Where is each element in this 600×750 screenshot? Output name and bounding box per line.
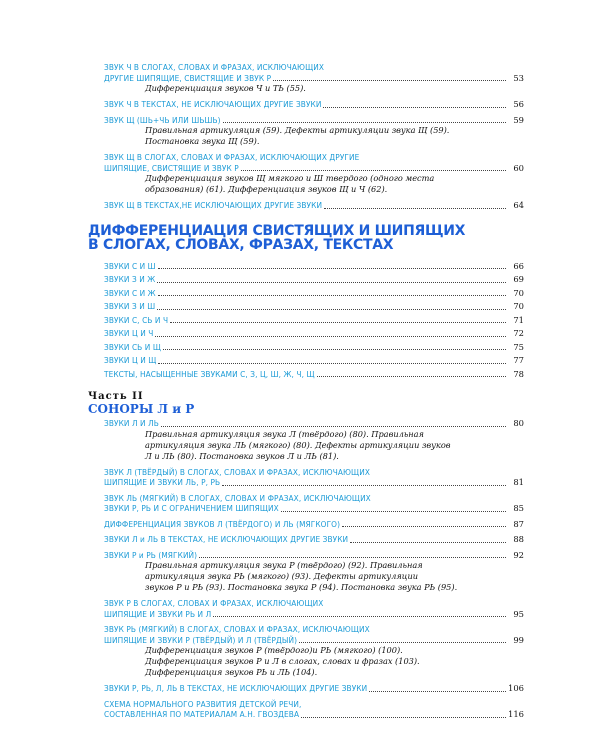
dot-leader bbox=[199, 557, 506, 558]
toc-entry-description: Дифференциация звуков Ч и ТЬ (55). bbox=[145, 83, 306, 93]
toc-entry-title[interactable]: СОСТАВЛЕННАЯ ПО МАТЕРИАЛАМ А.Н. ГВОЗДЕВА bbox=[104, 709, 300, 719]
page-number: 72 bbox=[513, 328, 524, 338]
toc-entry-title[interactable]: ЗВУК РЬ (МЯГКИЙ) В СЛОГАХ, СЛОВАХ И ФРАЗАХ, ИСКЛЮЧАЮЩИХ bbox=[104, 624, 370, 634]
page-number: 80 bbox=[513, 418, 524, 428]
section-heading-line-1: ДИФФЕРЕНЦИАЦИЯ СВИСТЯЩИХ И ШИПЯЩИХ bbox=[88, 222, 466, 239]
toc-part2-list bbox=[104, 418, 524, 725]
toc-entry-title[interactable]: ШИПЯЩИЕ, СВИСТЯЩИЕ И ЗВУК Р bbox=[104, 162, 239, 173]
toc-entry-title[interactable]: ЗВУКИ Р, РЬ, Л, ЛЬ В ТЕКСТАХ, НЕ ИСКЛЮЧАЮЩИХ ДРУГИЕ ЗВУКИ bbox=[104, 683, 368, 693]
toc-entry-description: образования) (61). Дифференциация звуков Щ и Ч (62). bbox=[145, 184, 388, 194]
toc-entry-title[interactable]: ЗВУК Щ (ШЬ+ЧЬ ИЛИ ШЬШЬ) bbox=[104, 114, 221, 125]
page-number: 64 bbox=[513, 200, 524, 210]
toc-entry[interactable] bbox=[104, 312, 524, 326]
page-number: 56 bbox=[513, 99, 524, 109]
dot-leader bbox=[163, 349, 506, 350]
dot-leader bbox=[158, 295, 506, 296]
dot-leader bbox=[350, 542, 506, 543]
toc-entry[interactable] bbox=[104, 366, 524, 380]
page-number: 70 bbox=[513, 301, 524, 311]
toc-entry-description: Дифференциация звуков Щ мягкого и Ш твердого (одного места bbox=[145, 173, 435, 183]
toc-entry[interactable] bbox=[104, 352, 524, 366]
toc-entry[interactable] bbox=[104, 152, 524, 200]
toc-entry-title[interactable]: ЗВУКИ Р, РЬ И С ОГРАНИЧЕНИЕМ ШИПЯЩИХ bbox=[104, 503, 279, 513]
toc-entry[interactable] bbox=[104, 62, 524, 99]
page-number: 87 bbox=[513, 518, 524, 529]
toc-entry[interactable] bbox=[104, 534, 524, 550]
toc-entry-title[interactable]: ШИПЯЩИЕ И ЗВУКИ Р (ТВЁРДЫЙ) И Л (ТВЁРДЫЙ) bbox=[104, 634, 298, 645]
toc-entry[interactable] bbox=[104, 519, 524, 535]
page-number: 69 bbox=[513, 274, 524, 284]
toc-entry-title[interactable]: ЗВУКИ Р и РЬ (МЯГКИЙ) bbox=[104, 549, 198, 560]
toc-entry[interactable] bbox=[104, 258, 524, 272]
page-number: 75 bbox=[513, 341, 524, 352]
toc-entry-title[interactable]: СХЕМА НОРМАЛЬНОГО РАЗВИТИЯ ДЕТСКОЙ РЕЧИ, bbox=[104, 698, 302, 709]
dot-leader bbox=[273, 80, 506, 81]
page-number: 59 bbox=[513, 114, 524, 125]
section-heading bbox=[88, 224, 524, 252]
toc-entry-description: артикуляция звука ЛЬ (мягкого) (80). Дефекты артикуляции звуков bbox=[145, 439, 451, 450]
toc-entry-title[interactable]: ЗВУКИ Л и ЛЬ В ТЕКСТАХ, НЕ ИСКЛЮЧАЮЩИХ ДРУГИЕ ЗВУКИ bbox=[104, 534, 349, 544]
page-number: 60 bbox=[513, 162, 524, 173]
toc-entry[interactable] bbox=[104, 298, 524, 312]
toc-entry-description: Л и ЛЬ (80). Постановка звуков Л и ЛЬ (81). bbox=[145, 450, 339, 461]
part-title: СОНОРЫ Л и Р bbox=[88, 402, 195, 416]
toc-entry-title[interactable]: ЗВУКИ С И Ж bbox=[104, 287, 156, 298]
page-number: 78 bbox=[513, 368, 524, 379]
toc-entry[interactable] bbox=[104, 418, 524, 467]
dot-leader bbox=[157, 282, 506, 283]
page-number: 99 bbox=[513, 634, 524, 645]
toc-entry-description: артикуляция звука РЬ (мягкого) (93). Дефекты артикуляции bbox=[145, 571, 419, 581]
dot-leader bbox=[369, 691, 506, 692]
toc-entry-title[interactable]: ЗВУКИ Ц И Щ bbox=[104, 355, 157, 365]
toc-entry[interactable] bbox=[104, 624, 524, 683]
toc-entry[interactable] bbox=[104, 699, 524, 725]
page-number: 70 bbox=[513, 287, 524, 298]
toc-entry[interactable] bbox=[104, 683, 524, 699]
toc-entry-description: звуков Р и РЬ (93). Постановка звука Р (94). Постановка звука РЬ (95). bbox=[145, 582, 458, 592]
page-number: 53 bbox=[513, 72, 524, 83]
dot-leader bbox=[213, 616, 506, 617]
toc-top-list bbox=[104, 62, 524, 216]
part-label: Часть II bbox=[88, 391, 144, 402]
toc-entry-title[interactable]: ШИПЯЩИЕ И ЗВУКИ ЛЬ, Р, РЬ bbox=[104, 477, 221, 487]
toc-entry[interactable] bbox=[104, 493, 524, 519]
dot-leader bbox=[158, 268, 506, 269]
dot-leader bbox=[342, 526, 506, 527]
toc-entry[interactable] bbox=[104, 467, 524, 493]
dot-leader bbox=[161, 426, 506, 427]
dot-leader bbox=[222, 485, 506, 486]
page-number: 88 bbox=[513, 534, 524, 544]
toc-entry[interactable] bbox=[104, 339, 524, 353]
page-number: 85 bbox=[513, 503, 524, 513]
toc-entry[interactable] bbox=[104, 200, 524, 216]
page-number: 71 bbox=[513, 314, 524, 325]
toc-entry-title[interactable]: ЗВУК Щ В СЛОГАХ, СЛОВАХ И ФРАЗАХ, ИСКЛЮЧАЮЩИХ ДРУГИЕ bbox=[104, 152, 360, 162]
toc-entry-description: Дифференциация звуков Р и Л в слогах, словах и фразах (103). bbox=[145, 656, 420, 666]
dot-leader bbox=[301, 717, 506, 718]
page-number: 116 bbox=[508, 709, 524, 719]
dot-leader bbox=[158, 363, 506, 364]
toc-entry-description: Правильная артикуляция звука Л (твёрдого) (80). Правильная bbox=[145, 428, 424, 439]
toc-entry-title[interactable]: ЗВУКИ Ц И Ч bbox=[104, 328, 154, 338]
toc-diff-list bbox=[104, 258, 524, 380]
toc-entry-description: Дифференциация звуков РЬ и ЛЬ (104). bbox=[145, 667, 318, 677]
toc-entry[interactable] bbox=[104, 115, 524, 153]
toc-entry-description: Правильная артикуляция звука Р (твёрдого) (92). Правильная bbox=[145, 560, 423, 570]
toc-entry-title[interactable]: ЗВУКИ СЬ И Щ bbox=[104, 341, 161, 352]
toc-entry[interactable] bbox=[104, 325, 524, 339]
dot-leader bbox=[281, 511, 506, 512]
toc-entry-title[interactable]: ЗВУКИ С, СЬ И Ч bbox=[104, 314, 169, 325]
toc-entry-title[interactable]: ШИПЯЩИЕ И ЗВУКИ РЬ И Л bbox=[104, 608, 212, 619]
table-of-contents bbox=[88, 62, 524, 725]
section-heading-line-2: В СЛОГАХ, СЛОВАХ, ФРАЗАХ, ТЕКСТАХ bbox=[88, 236, 394, 253]
page-number: 106 bbox=[508, 683, 524, 693]
dot-leader bbox=[317, 376, 506, 377]
toc-entry-title[interactable]: ДРУГИЕ ШИПЯЩИЕ, СВИСТЯЩИЕ И ЗВУК Р bbox=[104, 72, 272, 83]
toc-entry-title[interactable]: ЗВУК Ч В ТЕКСТАХ, НЕ ИСКЛЮЧАЮЩИХ ДРУГИЕ ЗВУКИ bbox=[104, 99, 322, 109]
toc-entry-title[interactable]: ЗВУКИ З И Ш bbox=[104, 301, 156, 311]
page-number: 92 bbox=[513, 549, 524, 560]
toc-entry[interactable] bbox=[104, 99, 524, 115]
toc-entry[interactable] bbox=[104, 271, 524, 285]
toc-entry-description: Дифференциация звуков Р (твёрдого)и РЬ (мягкого) (100). bbox=[145, 645, 403, 655]
toc-entry-title[interactable]: ЗВУК Р В СЛОГАХ, СЛОВАХ И ФРАЗАХ, ИСКЛЮЧАЮЩИХ bbox=[104, 598, 324, 608]
toc-entry[interactable] bbox=[104, 598, 524, 624]
toc-entry-title[interactable]: ЗВУК Щ В ТЕКСТАХ,НЕ ИСКЛЮЧАЮЩИХ ДРУГИЕ ЗВУКИ bbox=[104, 200, 323, 210]
toc-entry-title[interactable]: ДИФФЕРЕНЦИАЦИЯ ЗВУКОВ Л (ТВЁРДОГО) И ЛЬ (МЯГКОГО) bbox=[104, 518, 341, 529]
dot-leader bbox=[157, 309, 506, 310]
toc-entry-description: Постановка звука Щ (59). bbox=[145, 136, 260, 146]
toc-entry-title[interactable]: ЗВУКИ З И Ж bbox=[104, 274, 156, 284]
toc-entry-title[interactable]: ЗВУК Ч В СЛОГАХ, СЛОВАХ И ФРАЗАХ, ИСКЛЮЧАЮЩИХ bbox=[104, 62, 324, 72]
toc-entry-title[interactable]: ТЕКСТЫ, НАСЫЩЕННЫЕ ЗВУКАМИ С, З, Ц, Ш, Ж, Ч, Щ bbox=[104, 368, 315, 379]
toc-entry-title[interactable]: ЗВУК Л (ТВЁРДЫЙ) В СЛОГАХ, СЛОВАХ И ФРАЗАХ, ИСКЛЮЧАЮЩИХ bbox=[104, 466, 370, 477]
toc-entry-title[interactable]: ЗВУКИ Л И ЛЬ bbox=[104, 418, 159, 428]
dot-leader bbox=[241, 170, 506, 171]
toc-entry-title[interactable]: ЗВУКИ С И Ш bbox=[104, 260, 156, 271]
toc-entry-title[interactable]: ЗВУК ЛЬ (МЯГКИЙ) В СЛОГАХ, СЛОВАХ И ФРАЗАХ, ИСКЛЮЧАЮЩИХ bbox=[104, 492, 371, 503]
dot-leader bbox=[155, 336, 506, 337]
page-number: 66 bbox=[513, 260, 524, 271]
page-number: 95 bbox=[513, 608, 524, 619]
dot-leader bbox=[324, 208, 506, 209]
toc-entry[interactable] bbox=[104, 285, 524, 299]
dot-leader bbox=[299, 642, 506, 643]
dot-leader bbox=[170, 322, 506, 323]
dot-leader bbox=[323, 107, 506, 108]
page-number: 77 bbox=[513, 355, 524, 365]
toc-entry[interactable] bbox=[104, 550, 524, 599]
toc-entry-description: Правильная артикуляция (59). Дефекты артикуляции звука Щ (59). bbox=[145, 125, 450, 135]
dot-leader bbox=[223, 122, 506, 123]
page-number: 81 bbox=[513, 477, 524, 487]
